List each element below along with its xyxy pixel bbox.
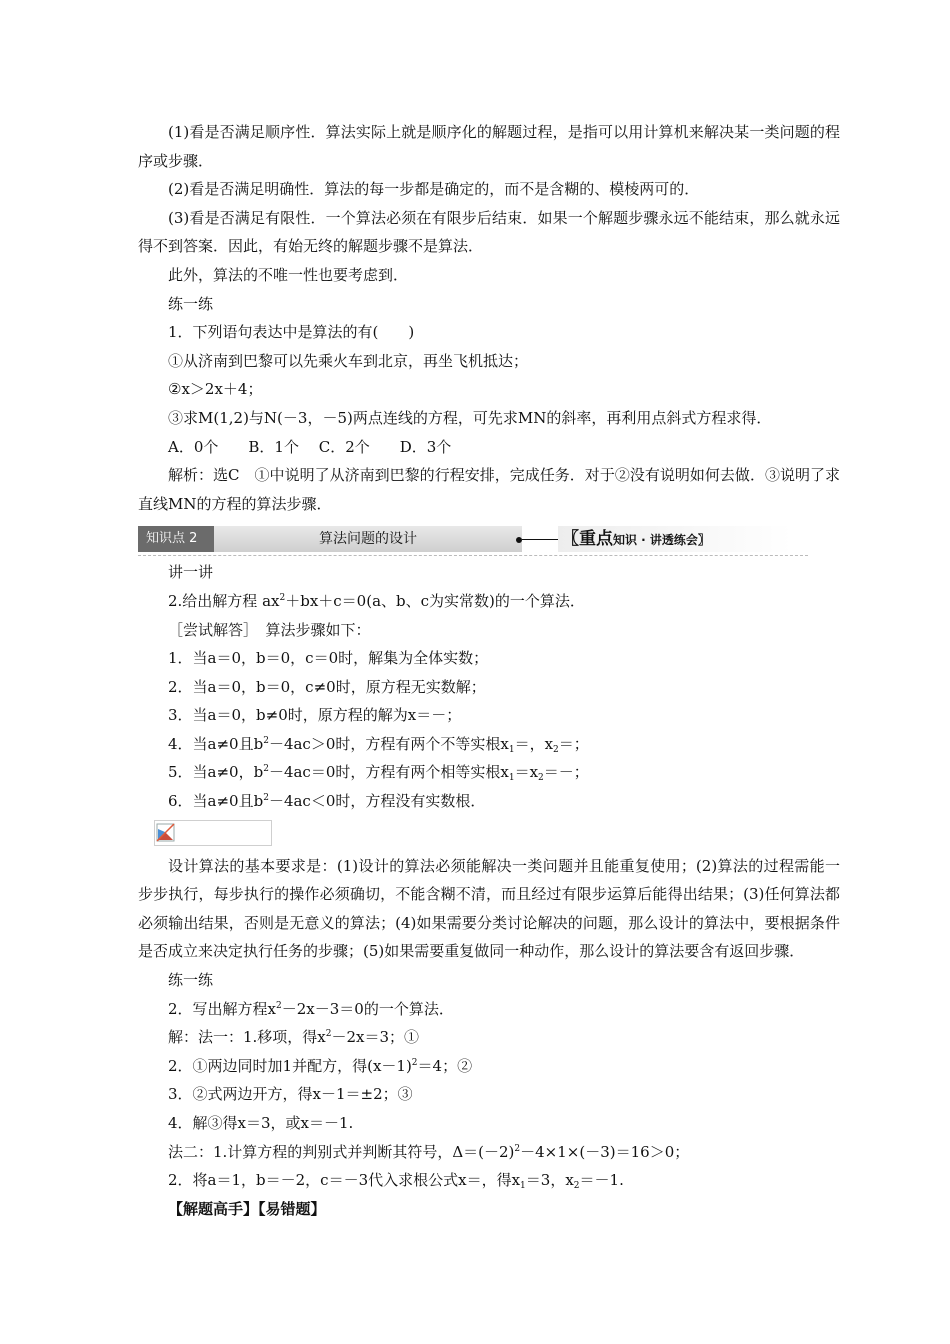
step-5: 5．当a≠0，$b^2-4ac=0$时，方程有两个相等实根$x_1=x_2=-$； (168, 763, 589, 784)
question-1: 1．下列语句表达中是算法的有( ) (168, 323, 415, 342)
solution-method-2-step-2: 2．将a＝1，b＝－2，c＝－3代入求根公式x＝，得$x_1=3$，$x_2=-1$. (168, 1171, 624, 1192)
solution-method-1-step-3: 3．②式两边开方，得x－1＝±2；③ (168, 1085, 413, 1104)
step-3: 3．当a＝0，b≠0时，原方程的解为x＝－； (168, 706, 462, 725)
attempt-answer-line: ［尝试解答］ 算法步骤如下： (168, 620, 371, 639)
paragraph-sequentiality: (1)看是否满足顺序性．算法实际上就是顺序化的解题过程，是指可以用计算机来解决某一类问题的程序或步骤． (138, 123, 840, 170)
slogan-emphasis: 〖重点 (562, 529, 613, 550)
knowledge-point-title: 算法问题的设计 (214, 526, 522, 552)
solution-method-2-step-1: 法二：1.计算方程的判别式并判断其符号，$\Delta=(-2)^2-4\times 1\times(-3)=16>0$； (168, 1142, 690, 1161)
solution-method-1-step-1: 解：法一：1.移项，得$x^2-2x=3$；① (168, 1028, 420, 1047)
solution-method-1-step-2: 2．①两边同时加1并配方，得$(x-1)^2=4$；② (168, 1056, 473, 1075)
broken-image-placeholder (154, 820, 272, 846)
step-6: 6．当a≠0且$b^2-4ac<0$时，方程没有实数根． (168, 792, 486, 811)
design-requirements-paragraph: 设计算法的基本要求是：(1)设计的算法必须能解决一类问题并且能重复使用；(2)算法的过程需能一步步执行，每步执行的操作必须确切，不能含糊不清，而且经过有限步运算后能得出结果；(3)任何算法都必须输出结果，否则是无意义的算法；(4)如果需要分类讨论解决的问题，那么设计的算法中，要根据条件是否成立来决定执行任务的步骤；(5)如果需要重复做同一种动作，那么设计的算法要含有返回步骤． (138, 856, 840, 961)
question-1-options: A．0个 B．1个 C．2个 D．3个 (168, 437, 452, 456)
broken-image-icon (155, 821, 177, 845)
question-2: 2．写出解方程$x^2-2x-3=0$的一个算法． (168, 999, 454, 1018)
document-body (138, 118, 840, 1223)
practice-heading-2: 练一练 (168, 971, 214, 990)
question-1-item-2: ②x＞2x＋4； (168, 380, 263, 399)
paragraph-definiteness: (2)看是否满足明确性．算法的每一步都是确定的，而不是含糊的、模棱两可的． (168, 180, 700, 199)
banner-line (522, 539, 558, 540)
paragraph-finiteness: (3)看是否满足有限性．一个算法必须在有限步后结束．如果一个解题步骤永远不能结束，那么就永远得不到答案．因此，有始无终的解题步骤不是算法． (138, 208, 840, 256)
knowledge-point-banner (138, 526, 840, 552)
example-2: 2.给出解方程 $ax^2+bx+c=0(a$、b、c为实常数)的一个算法． (168, 591, 585, 610)
lecture-heading: 讲一讲 (168, 563, 214, 582)
paragraph-non-uniqueness: 此外，算法的不唯一性也要考虑到． (168, 265, 409, 284)
practice-heading-1: 练一练 (168, 294, 214, 313)
step-4: 4．当a≠0且$b^2-4ac>0$时，方程有两个不等实根$x_1=$，$x_2=$； (168, 734, 589, 755)
question-1-analysis: 解析：选C ①中说明了从济南到巴黎的行程安排，完成任务．对于②没有说明如何去做．③说明了求直线MN的方程的算法步骤． (138, 466, 840, 513)
step-1: 1．当a＝0，b＝0，c＝0时，解集为全体实数； (168, 649, 489, 668)
banner-slogan (558, 526, 792, 552)
slogan-rest: 知识 · 讲透练会〗 (613, 533, 710, 548)
question-1-item-1: ①从济南到巴黎可以先乘火车到北京，再坐飞机抵达； (168, 351, 529, 370)
final-section-heading: 【解题高手】【易错题】 (168, 1199, 326, 1218)
knowledge-point-tag: 知识点 2 (138, 526, 214, 552)
question-1-item-3: ③求M(1,2)与N(－3，－5)两点连线的方程，可先求MN的斜率，再利用点斜式方程求得． (168, 408, 772, 427)
step-2: 2．当a＝0，b＝0，c≠0时，原方程无实数解； (168, 677, 486, 696)
solution-method-1-step-4: 4．解③得x＝3，或x＝－1. (168, 1114, 354, 1132)
banner-divider (138, 555, 808, 556)
